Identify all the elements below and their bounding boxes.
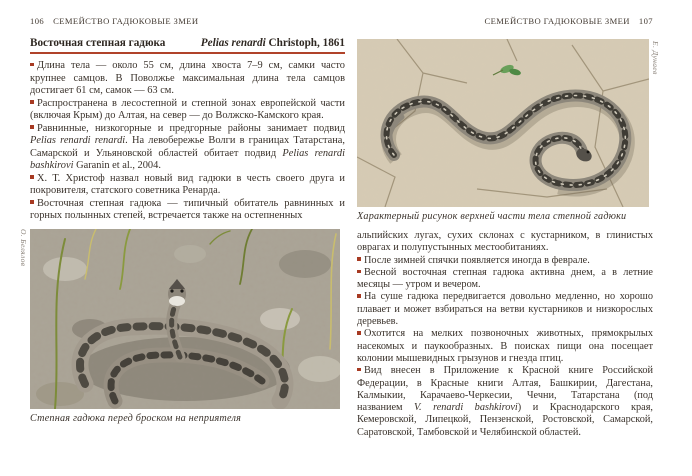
species-title-russian: Восточная степная гадюка xyxy=(30,37,166,49)
latin-name-italic: V. renardi bashkirovi xyxy=(414,402,518,414)
paragraph-text: Garanin et al., 2004. xyxy=(73,160,161,171)
paragraph xyxy=(30,98,345,123)
running-head-left xyxy=(30,16,345,26)
paragraph-text: Вид внесен в Приложение к Красной книге Российской Федерации, в Красные книги Алтая, Башкирии, Дагестана, Калмыкии, Карачаево-Черкесии, Чечни, Татарстана (под названием xyxy=(357,365,653,414)
paragraph-text: После зимней спячки появляется иногда в феврале. xyxy=(364,254,590,266)
paragraph-text: Охотится на мелких позвоночных животных, прямокрылых насекомых и паукообразных. В поисках пищи она посещает колонии мышевидных грызунов и гнезда птиц. xyxy=(357,328,653,364)
photo-credit-left: О. Белялов xyxy=(19,228,28,266)
bullet-square-icon xyxy=(357,294,361,298)
bullet-square-icon xyxy=(357,368,361,372)
paragraph xyxy=(357,230,653,255)
right-body-text xyxy=(357,230,653,439)
paragraph xyxy=(357,328,653,365)
bullet-square-icon xyxy=(30,200,34,204)
latin-name-italic: Pelias renardi renardi xyxy=(30,135,126,146)
running-head-right-text: СЕМЕЙСТВО ГАДЮКОВЫЕ ЗМЕИ xyxy=(484,16,630,26)
paragraph xyxy=(357,255,653,267)
paragraph-text: Равнинные, низкогорные и предгорные районы занимает подвид xyxy=(37,122,345,134)
paragraph xyxy=(30,173,345,198)
running-head-left-text: СЕМЕЙСТВО ГАДЮКОВЫЕ ЗМЕИ xyxy=(53,16,199,26)
page-right xyxy=(346,0,692,476)
paragraph-text: Восточная степная гадюка — типичный обитатель равнинных и горных полынных степей, встречается также на остепненных xyxy=(30,197,345,221)
paragraph-text: ) и Краснодарского края, Кемеровской, Липецкой, Пензенской, Ростовской, Самарской, Саратовской, Тамбовской и Челябинской областей. xyxy=(357,402,653,438)
species-latin-name: Pelias renardi xyxy=(200,37,266,49)
paragraph-text: Х. Т. Христоф назвал новый вид гадюки в честь своего друга и покровителя, статского советника Ренарда. xyxy=(30,172,345,196)
bullet-square-icon xyxy=(30,125,34,129)
paragraph-text: Распространена в лесостепной и степной зонах европейской части (включая Крым) до Алтая, на север — до Волжско-Камского края. xyxy=(30,97,345,121)
steppe-viper-coiled-illustration xyxy=(30,229,340,409)
paragraph xyxy=(30,198,345,223)
bullet-square-icon xyxy=(357,331,361,335)
photo-steppe-viper-pattern xyxy=(357,39,660,207)
paragraph xyxy=(30,60,345,98)
paragraph xyxy=(357,267,653,292)
paragraph xyxy=(357,291,653,328)
paragraph-text: Длина тела — около 55 см, длина хвоста 7–9 см, самки часто крупнее самцов. В Поволжье максимальная длина тела самцов достигает 61 см, самок — 63 см. xyxy=(30,60,345,96)
bullet-square-icon xyxy=(30,100,34,104)
bullet-square-icon xyxy=(30,63,34,67)
paragraph xyxy=(30,123,345,173)
latin-name-italic: Pelias renardi bashkirovi xyxy=(30,147,345,171)
paragraph-text: Весной восточная степная гадюка активна днем, а в летние месяцы — утром и вечером. xyxy=(357,266,653,291)
paragraph-text: На суше гадюка передвигается довольно медленно, но хорошо плавает и может взбираться на ветви кустарников и низкорослых деревьев. xyxy=(357,291,653,328)
bullet-square-icon xyxy=(357,270,361,274)
species-title-latin xyxy=(201,37,345,49)
photo-caption-left: Степная гадюка перед броском на неприятеля xyxy=(30,412,242,424)
bullet-square-icon xyxy=(357,257,361,261)
bullet-square-icon xyxy=(30,175,34,179)
photo-caption-right: Характерный рисунок верхней части тела степной гадюки xyxy=(357,211,627,222)
left-body-text xyxy=(30,60,345,223)
photo-credit-right: Е. Дунаев xyxy=(651,41,660,75)
paragraph xyxy=(357,365,653,439)
page-number-left: 106 xyxy=(30,16,45,26)
steppe-viper-on-clay-illustration xyxy=(357,39,649,207)
photo-steppe-viper-coiled xyxy=(19,228,340,409)
page-number-right: 107 xyxy=(638,16,653,26)
running-head-right xyxy=(357,16,653,26)
species-title-bar xyxy=(30,37,345,54)
paragraph-text: . На левобережье Волги в границах Татарстана, Самарской и Ульяновской областей обитает подвид xyxy=(30,135,345,159)
paragraph-text: альпийских лугах, сухих склонах с кустарником, в глинистых оврагах и полупустынных местообитаниях. xyxy=(357,230,653,254)
species-latin-author: Christoph, 1861 xyxy=(265,37,345,49)
